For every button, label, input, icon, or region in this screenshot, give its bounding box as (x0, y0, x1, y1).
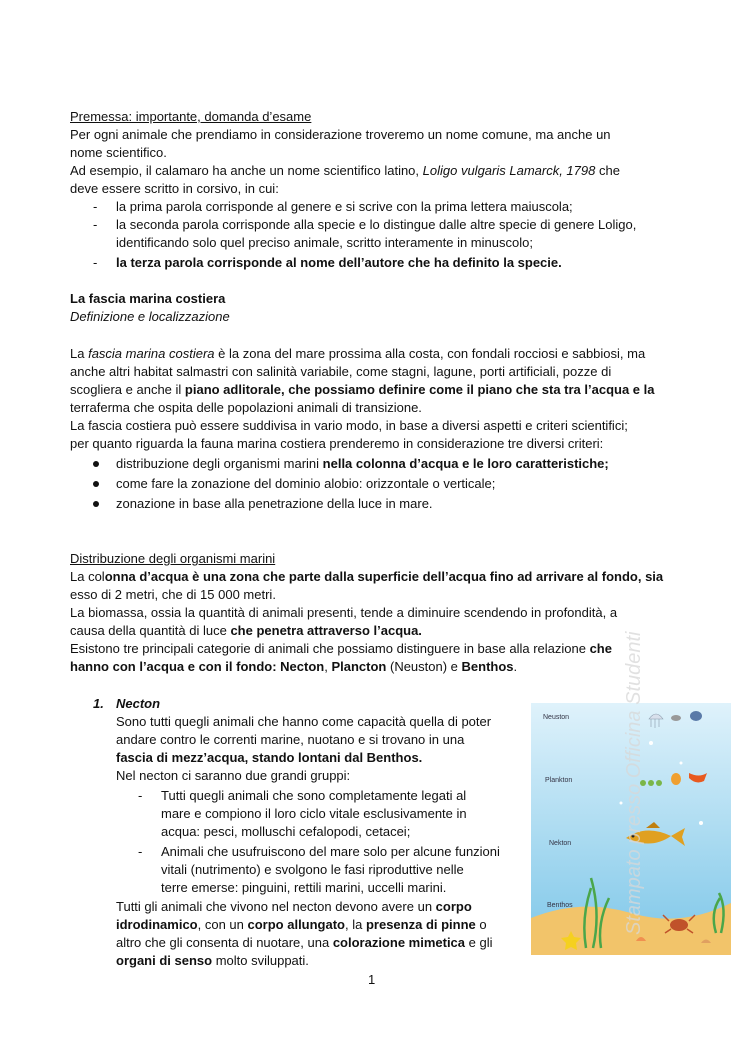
list-dash: - (93, 199, 98, 214)
sub-list-item: Tutti quegli animali che sono completamente legati al (161, 788, 467, 803)
paragraph-line: organi di senso molto sviluppati. (116, 953, 309, 968)
paragraph-line: hanno con l’acqua e con il fondo: Necton, Plancton (Neuston) e Benthos. (70, 659, 518, 674)
paragraph-line: scogliera e anche il piano adlitorale, che possiamo definire come il piano che sta tra l’acqua e la (70, 382, 655, 397)
paragraph-line: idrodinamico, con un corpo allungato, la presenza di pinne o (116, 917, 487, 932)
bullet-item: distribuzione degli organismi marini nella colonna d’acqua e le loro caratteristiche; (116, 456, 609, 471)
sub-list-item: Animali che usufruiscono del mare solo per alcune funzioni (161, 844, 500, 859)
paragraph-line: nome scientifico. (70, 145, 167, 160)
watermark (600, 540, 660, 940)
zone-label-benthos: Benthos (547, 902, 573, 909)
paragraph-line: Sono tutti quegli animali che hanno come capacità quella di poter (116, 714, 492, 729)
list-dash: - (138, 788, 143, 803)
paragraph-line: anche altri habitat salmastri con salinità variabile, come stagni, lagune, porti artificiali, pozze di (70, 364, 612, 379)
bullet-dot (93, 481, 99, 487)
paragraph-line: Nel necton ci saranno due grandi gruppi: (116, 768, 351, 783)
sub-list-item: vitali (nutrimento) e svolgono le fasi riproduttive nelle (161, 862, 464, 877)
subsection-title-necton: Necton (116, 696, 161, 711)
list-dash: - (93, 255, 98, 270)
bullet-dot (93, 461, 99, 467)
paragraph-line: La colonna d’acqua è una zona che parte dalla superficie dell’acqua fino ad arrivare al fondo, sia (70, 569, 664, 584)
bullet-item: come fare la zonazione del dominio alobio: orizzontale o verticale; (116, 476, 496, 491)
list-dash: - (93, 217, 98, 232)
list-item: la prima parola corrisponde al genere e si scrive con la prima lettera maiuscola; (116, 199, 573, 214)
watermark-text: Stampato presso Officina Studenti (623, 631, 645, 935)
page-number: 1 (368, 972, 376, 987)
paragraph-line: per quanto riguarda la fauna marina costiera prenderemo in considerazione tre diversi criteri: (70, 436, 604, 451)
list-item-continuation: identificando solo quel preciso animale, scritto interamente in minuscolo; (116, 235, 533, 250)
paragraph-line: Tutti gli animali che vivono nel necton devono avere un corpo (116, 899, 472, 914)
bubble-icon (699, 821, 703, 825)
paragraph-line: fascia di mezz’acqua, stando lontani dal Benthos. (116, 750, 423, 765)
paragraph-line: La fascia marina costiera è la zona del mare prossima alla costa, con fondali rocciosi e sabbiosi, ma (70, 346, 646, 361)
paragraph-line: Esistono tre principali categorie di animali che possiamo distinguere in base alla relazione che (70, 641, 612, 656)
sub-list-item: terre emerse: pinguini, rettili marini, uccelli marini. (161, 880, 447, 895)
paragraph-line: La biomassa, ossia la quantità di animali presenti, tende a diminuire scendendo in profondità, a (70, 605, 618, 620)
paragraph-line: altro che gli consenta di nuotare, una colorazione mimetica e gli (116, 935, 493, 950)
zone-label-neuston: Neuston (543, 714, 570, 721)
section-subheading: Definizione e localizzazione (70, 309, 230, 324)
paragraph-line: deve essere scritto in corsivo, in cui: (70, 181, 279, 196)
list-dash: - (138, 844, 143, 859)
paragraph-line: Ad esempio, il calamaro ha anche un nome scientifico latino, Loligo vulgaris Lamarck, 1798 che (70, 163, 620, 178)
paragraph-line: terraferma che ospita delle popolazioni animali di transizione. (70, 400, 422, 415)
bullet-item: zonazione in base alla penetrazione della luce in mare. (116, 496, 433, 511)
section-heading-fascia: La fascia marina costiera (70, 291, 226, 306)
section-heading-distribuzione: Distribuzione degli organismi marini (70, 551, 276, 566)
list-item: la seconda parola corrisponde alla specie e lo distingue dalle altre specie di genere Loligo, (116, 217, 637, 232)
list-number: 1. (93, 696, 104, 711)
list-item: la terza parola corrisponde al nome dell’autore che ha definito la specie. (116, 255, 562, 270)
bubble-icon (680, 762, 683, 765)
paragraph-line: esso di 2 metri, che di 15 000 metri. (70, 587, 276, 602)
sub-list-item: acqua: pesci, molluschi cefalopodi, cetacei; (161, 824, 411, 839)
section-heading-premessa: Premessa: importante, domanda d’esame (70, 109, 312, 124)
zone-label-plankton: Plankton (545, 777, 573, 784)
paragraph-line: Per ogni animale che prendiamo in considerazione troveremo un nome comune, ma anche un (70, 127, 611, 142)
paragraph-line: causa della quantità di luce che penetra attraverso l’acqua. (70, 623, 422, 638)
paragraph-line: La fascia costiera può essere suddivisa in vario modo, in base a diversi aspetti e criteri scientifici; (70, 418, 628, 433)
paragraph-line: andare contro le correnti marine, nuotano e si trovano in una (116, 732, 465, 747)
sub-list-item: mare e compiono il loro ciclo vitale esclusivamente in (161, 806, 467, 821)
bullet-dot (93, 501, 99, 507)
zone-label-nekton: Nekton (549, 840, 572, 847)
